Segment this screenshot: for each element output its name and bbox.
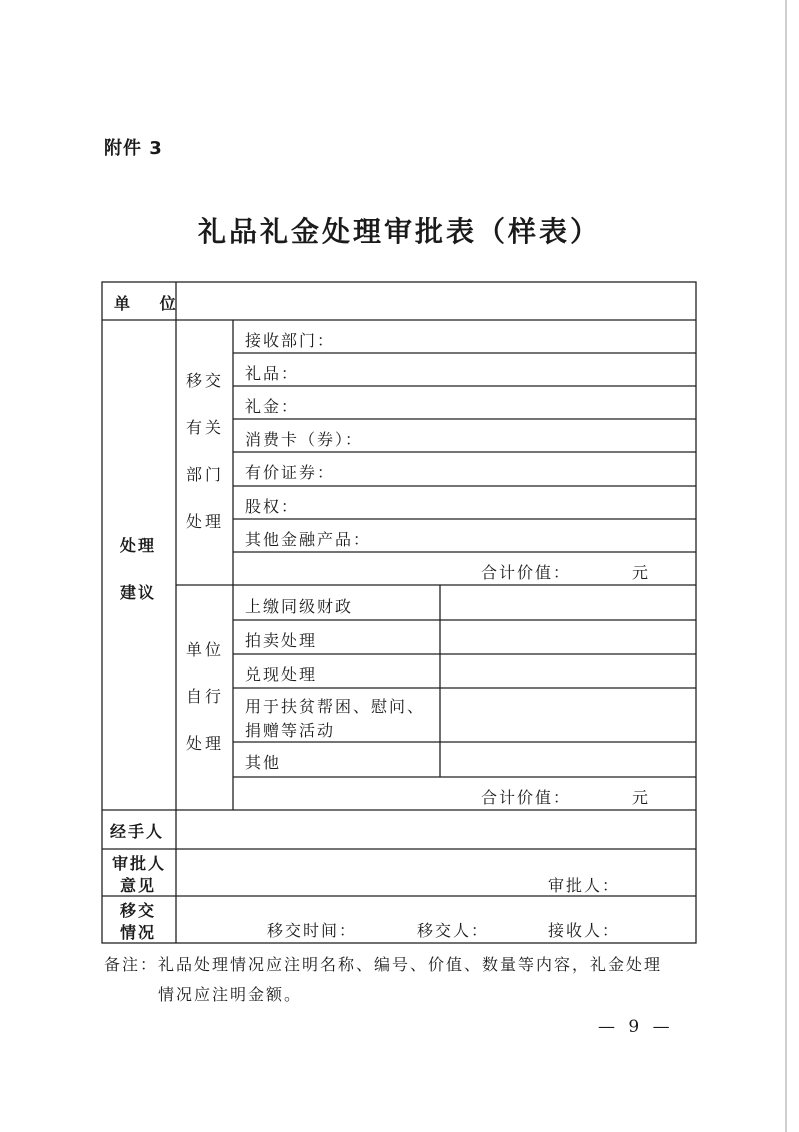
item-poverty-relief-line1: 用于扶贫帮困、慰问、 — [245, 697, 426, 716]
receiver-label: 接收人： — [548, 921, 621, 940]
transfer-group-label-line: 有关 — [185, 418, 224, 437]
field-cash-gifts: 礼金： — [245, 397, 300, 416]
approver-sign-label: 审批人： — [548, 876, 621, 895]
item-cash-out: 兑现处理 — [245, 665, 318, 684]
item-poverty-relief-line2: 捐赠等活动 — [245, 721, 336, 740]
page-title: 礼品礼金处理审批表（样表） — [197, 215, 601, 248]
field-gifts: 礼品： — [245, 364, 300, 383]
transfer-total-label: 合计价值： — [481, 563, 572, 582]
item-turn-over-finance: 上缴同级财政 — [245, 597, 354, 616]
transfer-time-label: 移交时间： — [267, 921, 358, 940]
note-line-1: 备注：礼品处理情况应注明名称、编号、价值、数量等内容，礼金处理 — [104, 955, 663, 974]
item-auction: 拍卖处理 — [245, 631, 318, 650]
transferer-label: 移交人： — [417, 921, 490, 940]
approver-opinion-label-line1: 审批人 — [112, 854, 167, 873]
transfer-group-label-line: 移交 — [185, 371, 224, 390]
approver-opinion-label-line2: 意见 — [120, 876, 157, 895]
transfer-group-label — [177, 357, 233, 545]
self-group-label-line: 处理 — [185, 734, 224, 753]
unit-input-area[interactable] — [178, 284, 694, 318]
self-group-label — [177, 626, 233, 767]
field-equity: 股权： — [245, 497, 300, 516]
transfer-status-label-line2: 情况 — [120, 923, 157, 942]
field-securities: 有价证券： — [245, 463, 336, 482]
field-receiving-department: 接收部门： — [245, 331, 336, 350]
attachment-label: 附件 3 — [104, 138, 163, 159]
self-total-label: 合计价值： — [481, 788, 572, 807]
self-total-unit: 元 — [632, 788, 651, 807]
transfer-status-label-line1: 移交 — [120, 901, 157, 920]
unit-label: 单 位 — [114, 294, 188, 313]
self-group-label-line: 单位 — [185, 640, 224, 659]
transfer-total-unit: 元 — [632, 563, 651, 582]
transfer-group-label-line: 部门 — [185, 465, 224, 484]
self-group-label-line: 自行 — [185, 687, 224, 706]
page-number: — 9 — — [598, 1017, 674, 1037]
processing-label-line1: 处理 — [120, 536, 157, 555]
item-other: 其他 — [245, 753, 282, 772]
transfer-group-label-line: 处理 — [185, 512, 224, 531]
processing-label-line2: 建议 — [120, 583, 157, 602]
field-consumer-cards: 消费卡（券）： — [245, 430, 364, 449]
field-other-financial: 其他金融产品： — [245, 530, 372, 549]
handler-label: 经手人 — [110, 822, 165, 841]
note-line-2: 情况应注明金额。 — [158, 985, 303, 1004]
